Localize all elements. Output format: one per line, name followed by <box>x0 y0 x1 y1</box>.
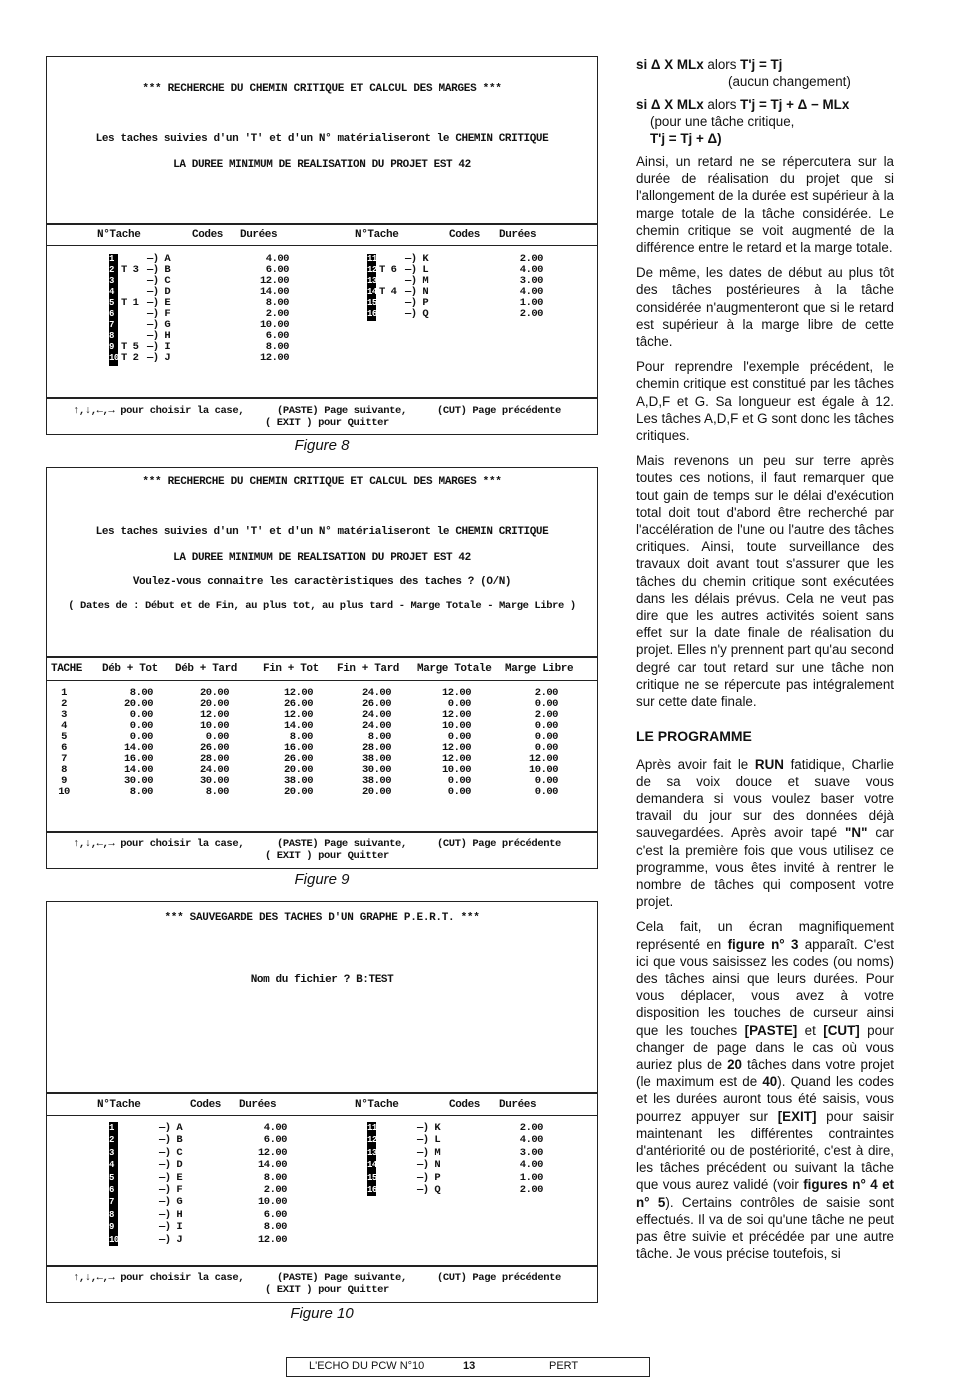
page-footer <box>286 1357 650 1377</box>
text-bold: "N" <box>845 825 868 841</box>
header-deb-tard: Déb + Tard <box>175 663 238 675</box>
text-run: Après avoir fait le <box>636 756 755 772</box>
row-numbers: 11 12 13 14 15 16 <box>367 1123 377 1196</box>
divider <box>47 831 597 833</box>
header-durees: Durées <box>239 1099 277 1111</box>
duration-column[interactable]: 4.00 6.00 12.00 14.00 8.00 2.00 10.00 6.00 8.00 12.00 <box>259 253 289 364</box>
nav-keys-hint: ↑,↓,←,→ pour choisir la case, <box>73 838 245 850</box>
header-codes: Codes <box>192 229 224 241</box>
paragraph: Pour reprendre l'exemple précédent, le chemin critique est constitué par les tâches A,D,F et G. Sa longueur est égale à 12. Les tâches A,D,F et G sont donc les tâches critiques. <box>636 359 894 444</box>
duration-column[interactable]: 2.00 4.00 3.00 4.00 1.00 2.00 <box>519 253 543 320</box>
page-number: 13 <box>463 1360 476 1372</box>
exit-hint[interactable]: ( EXIT ) pour Quitter <box>265 1284 389 1296</box>
cut-hint[interactable]: (CUT) Page précédente <box>437 405 561 417</box>
row-numbers: 11 12 13 14 15 16 <box>367 254 377 319</box>
text-bold: RUN <box>754 756 784 772</box>
paragraph <box>636 756 894 911</box>
text-bold: figures n° 4 et n° 5 <box>636 1177 894 1210</box>
formula-cond: si Δ X MLx <box>636 97 704 112</box>
header-deb-tot: Déb + Tot <box>102 663 158 675</box>
min-duration-line: LA DUREE MINIMUM DE REALISATION DU PROJET EST 42 <box>173 552 471 564</box>
screen-title: *** SAUVEGARDE DES TACHES D'UN GRAPHE P.E.R.T. *** <box>164 912 480 924</box>
header-durees: Durées <box>240 229 278 241</box>
divider <box>47 1265 597 1267</box>
header-codes: Codes <box>190 1099 222 1111</box>
divider <box>47 680 597 681</box>
header-tache-2: N°Tache <box>355 1099 399 1111</box>
formula-note-2: T'j = Tj + Δ) <box>650 131 722 146</box>
formula-then: alors <box>703 97 741 112</box>
figure-10-screen <box>46 901 598 1303</box>
code-column[interactable]: —) A —) B —) C —) D —) E —) F —) G —) H —) I —) J <box>147 253 171 364</box>
header-tache: TACHE <box>51 663 83 675</box>
question-line[interactable]: Voulez-vous connaitre les caractèristiques des taches ? (O/N) <box>132 576 512 588</box>
figure-9-screen <box>46 467 598 869</box>
figure-caption: Figure 10 <box>290 1305 354 1322</box>
critical-marks: T 3 T 1 T 5 T 2 <box>121 264 139 364</box>
paragraph: Mais revenons un peu sur terre après toutes ces notions, il faut remarquer que tout gain de temps sur le délai d'exécution total doit tout d'abord être recherché par l'accélération de l'une ou l'autre des tâches critiques. Ainsi, toute surveillance des travaux doit avant tout s'assurer que les tâches du chemin critique sont exécutées dans les délais prévus. Cela ne veut pas dire que les autres activités soient sans effet sur la date finale de réalisation du projet. Elles n'y prennent part qu'au second degré car tout retard sur une tâche non critique ne se répercute pas intégralement sur cette date finale. <box>636 453 894 710</box>
text-bold: [EXIT] <box>777 1108 817 1124</box>
article-column <box>636 56 894 1270</box>
header-fin-tot: Fin + Tot <box>263 663 319 675</box>
formula-result: T'j = Tj <box>740 57 783 72</box>
paragraph: Ainsi, un retard ne se répercutera sur la durée de réalisation du projet que si l'allongement de la durée est supérieur à la marge totale de la tâche considérée. Le chemin critique se voit augmenté de la différence entre le retard et la marge totale. <box>636 154 894 256</box>
row-numbers: 1 2 3 4 5 6 7 8 9 10 <box>109 254 119 363</box>
deb-tard-column[interactable]: 20.00 20.00 12.00 10.00 0.00 26.00 28.00 24.00 30.00 8.00 <box>199 687 229 798</box>
figure-8-screen <box>46 56 598 435</box>
row-numbers: 1 2 3 4 5 6 7 8 9 10 <box>109 1123 119 1245</box>
paragraph: De même, les dates de début au plus tôt des tâches postérieures à la tâche considérée n'augmenteront que si le retard est supérieur à la marge libre de cette tâche. <box>636 265 894 350</box>
header-fin-tard: Fin + Tard <box>337 663 400 675</box>
min-duration-line: LA DUREE MINIMUM DE REALISATION DU PROJET EST 42 <box>173 159 471 171</box>
critical-path-note: Les taches suivies d'un 'T' et d'un N° matérialiseront le CHEMIN CRITIQUE <box>95 133 549 145</box>
nav-keys-hint: ↑,↓,←,→ pour choisir la case, <box>73 405 245 417</box>
figure-caption: Figure 9 <box>294 871 350 888</box>
header-tache: N°Tache <box>97 1099 141 1111</box>
code-column[interactable]: —) A —) B —) C —) D —) E —) F —) G —) H —) I —) J <box>159 1122 183 1246</box>
figure-caption: Figure 8 <box>294 437 350 454</box>
text-run: et <box>797 1022 824 1038</box>
text-run: pour changer de page dans le cas où vous auriez plus de <box>636 1022 894 1072</box>
header-marge-libre: Marge Libre <box>505 663 574 675</box>
header-tache-2: N°Tache <box>355 229 399 241</box>
fin-tard-column[interactable]: 24.00 26.00 24.00 24.00 8.00 28.00 38.00 30.00 38.00 20.00 <box>361 687 391 798</box>
header-durees-2: Durées <box>499 229 537 241</box>
cut-hint[interactable]: (CUT) Page précédente <box>437 1272 561 1284</box>
screen-title: *** RECHERCHE DU CHEMIN CRITIQUE ET CALCUL DES MARGES *** <box>142 476 502 488</box>
screen-title: *** RECHERCHE DU CHEMIN CRITIQUE ET CALCUL DES MARGES *** <box>142 83 502 95</box>
text-bold: figure n° 3 <box>727 936 799 952</box>
section-name: PERT <box>549 1360 579 1372</box>
formula-1 <box>636 56 894 90</box>
duration-column[interactable]: 2.00 4.00 3.00 4.00 1.00 2.00 <box>519 1122 543 1197</box>
critical-path-note: Les taches suivies d'un 'T' et d'un N° matérialiseront le CHEMIN CRITIQUE <box>95 526 549 538</box>
divider <box>47 656 597 658</box>
text-run: tâches dans votre projet (le maximum est de <box>636 1056 895 1090</box>
text-bold: [PASTE] <box>744 1022 798 1038</box>
legend-line: ( Dates de : Début et de Fin, au plus tot, au plus tard - Marge Totale - Marge Libre ) <box>68 600 576 612</box>
divider <box>47 245 597 246</box>
formula-note: (pour une tâche critique, <box>650 114 795 129</box>
text-run: car c'est la première fois que vous utilisez ce programme, vous êtes invité à rentrer le nombre de tâches qui composent votre projet. <box>636 825 894 910</box>
text-bold: 20 <box>727 1056 743 1072</box>
deb-tot-column[interactable]: 8.00 20.00 0.00 0.00 0.00 14.00 16.00 14.00 30.00 8.00 <box>123 687 153 798</box>
text-bold: [CUT] <box>823 1022 860 1038</box>
text-bold: 40 <box>762 1074 778 1090</box>
exit-hint[interactable]: ( EXIT ) pour Quitter <box>265 850 389 862</box>
duration-column[interactable]: 4.00 6.00 12.00 14.00 8.00 2.00 10.00 6.00 8.00 12.00 <box>257 1122 287 1246</box>
fin-tot-column[interactable]: 12.00 26.00 12.00 14.00 8.00 16.00 26.00 20.00 38.00 20.00 <box>283 687 313 798</box>
paragraph <box>636 918 894 1262</box>
formula-2 <box>636 96 894 147</box>
text-run: ). Quand les codes et les durées auront tous été saisis, vous pourrez appuyer sur <box>636 1074 894 1124</box>
header-tache: N°Tache <box>97 229 141 241</box>
paste-hint[interactable]: (PASTE) Page suivante, <box>277 1272 407 1284</box>
magazine-name: L'ECHO DU PCW N°10 <box>309 1360 425 1372</box>
critical-marks: T 6 T 4 <box>379 264 397 298</box>
paste-hint[interactable]: (PASTE) Page suivante, <box>277 405 407 417</box>
paste-hint[interactable]: (PASTE) Page suivante, <box>277 838 407 850</box>
text-run: Cela fait, un écran magnifiquement représenté en <box>636 919 894 952</box>
formula-then: alors <box>703 57 741 72</box>
code-column[interactable]: —) K —) L —) M —) N —) P —) Q <box>417 1122 441 1197</box>
marge-libre-column[interactable]: 2.00 0.00 2.00 0.00 0.00 0.00 12.00 10.00 0.00 0.00 <box>528 687 558 798</box>
header-codes-2: Codes <box>449 1099 481 1111</box>
text-run: ). Certains contrôles de saisie sont effectués. Il va de soi qu'une tâche ne peut pas être suivie et précédée par une autre tâche. Je vous précise toutefois, si <box>636 1194 895 1262</box>
header-codes-2: Codes <box>449 229 481 241</box>
code-column[interactable]: —) K —) L —) M —) N —) P —) Q <box>405 253 429 320</box>
cut-hint[interactable]: (CUT) Page précédente <box>437 838 561 850</box>
header-marge-totale: Marge Totale <box>417 663 492 675</box>
header-durees-2: Durées <box>499 1099 537 1111</box>
formula-note: (aucun changement) <box>728 74 851 89</box>
text-run: pour saisir maintenant les différentes contraintes d'antériorité ou de postériorité, c'est à dire, les tâches précédent ou suivant la tâche que vous aurez validé (voir <box>636 1108 894 1193</box>
section-heading: LE PROGRAMME <box>636 728 752 745</box>
filename-prompt[interactable]: Nom du fichier ? B:TEST <box>250 974 394 986</box>
exit-hint[interactable]: ( EXIT ) pour Quitter <box>265 417 389 429</box>
text-run: fatidique, Charlie de sa voix douce et suave vous demandera si vous voulez baser votre travail du jour sur des données déjà sauvegardées. Après avoir tapé <box>636 756 894 841</box>
text-run: apparaît. C'est ici que vous saisissez les codes (ou noms) des tâches ainsi que leurs durées. Pour vous déplacer, vous avez à votre disposition les touches de curseur ainsi que les touches <box>636 936 894 1038</box>
divider <box>47 1115 597 1116</box>
divider <box>47 397 597 399</box>
formula-result: T'j = Tj + Δ − MLx <box>740 97 850 112</box>
task-number-column: 1 2 3 4 5 6 7 8 9 10 <box>58 687 70 798</box>
formula-cond: si Δ X MLx <box>636 57 704 72</box>
divider <box>47 223 597 225</box>
divider <box>47 1092 597 1094</box>
marge-totale-column[interactable]: 12.00 0.00 12.00 10.00 0.00 12.00 12.00 10.00 0.00 0.00 <box>441 687 471 798</box>
nav-keys-hint: ↑,↓,←,→ pour choisir la case, <box>73 1272 245 1284</box>
